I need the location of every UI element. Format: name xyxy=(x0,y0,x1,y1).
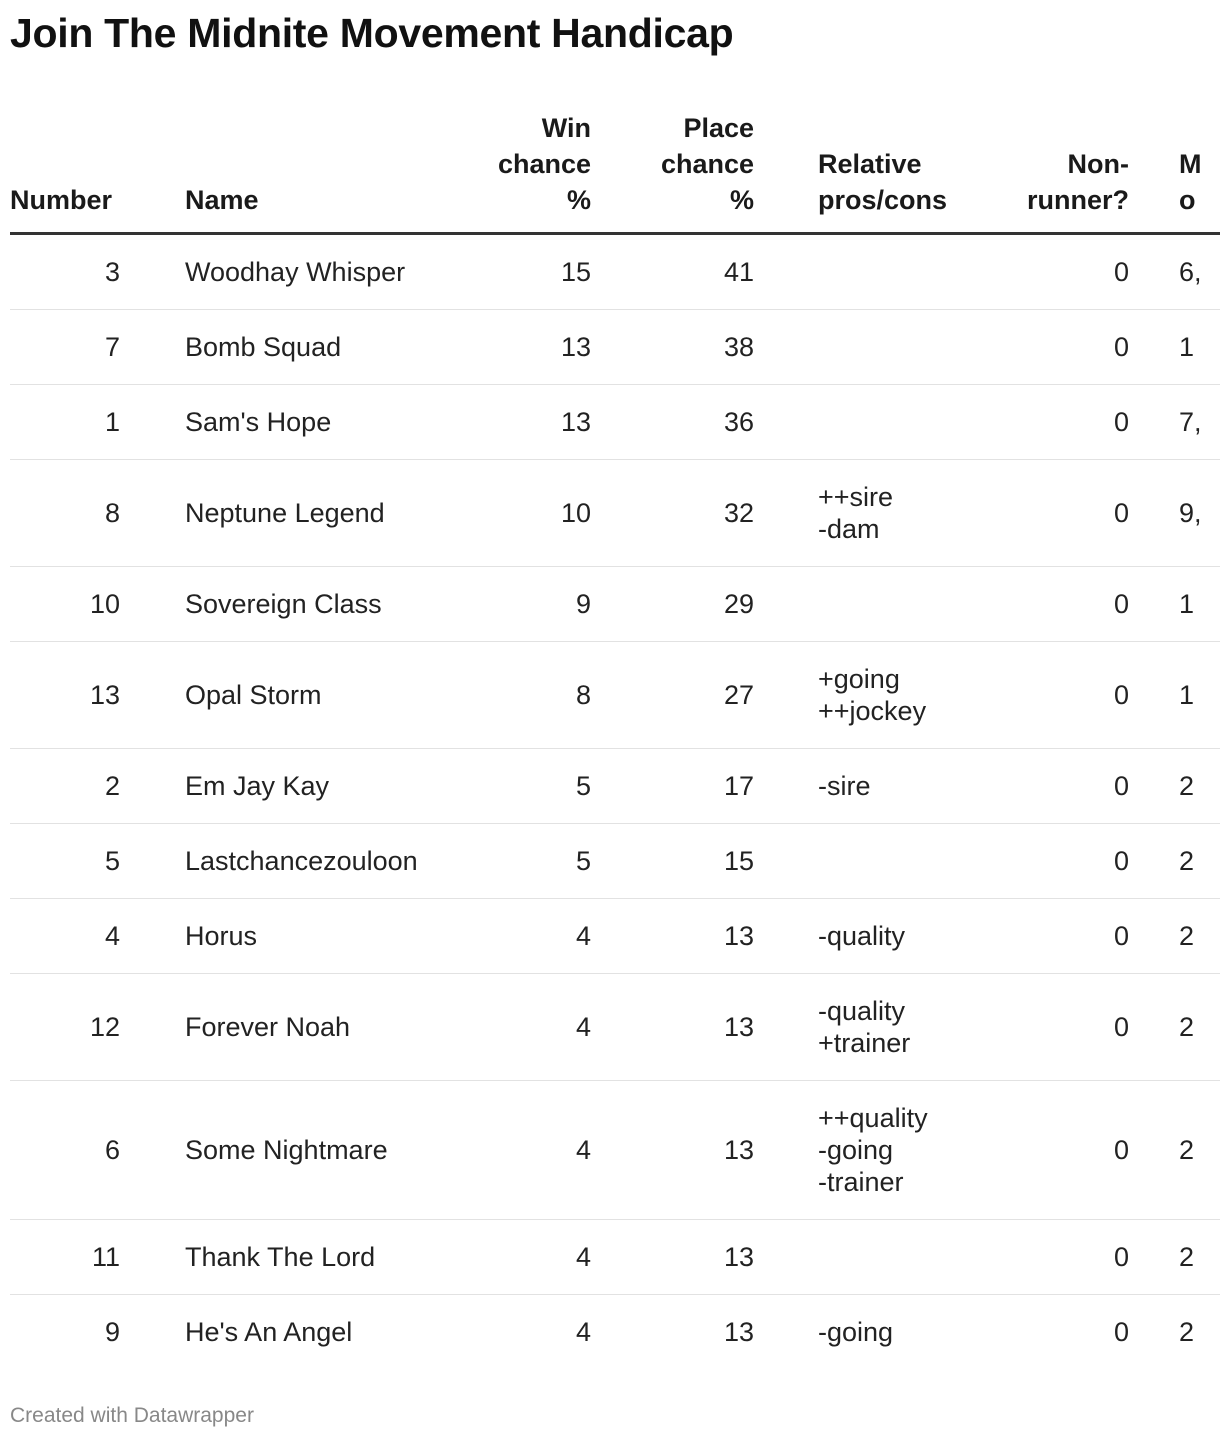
cell-win-chance: 13 xyxy=(431,385,591,460)
data-table xyxy=(10,110,1220,1369)
cell-place-chance: 36 xyxy=(591,385,754,460)
cell-truncated: 1 xyxy=(1129,642,1220,749)
cell-place-chance: 38 xyxy=(591,310,754,385)
cell-win-chance: 4 xyxy=(431,974,591,1081)
cell-win-chance: 10 xyxy=(431,460,591,567)
table-row xyxy=(10,642,1220,749)
cell-name: Bomb Squad xyxy=(185,310,431,385)
table-body xyxy=(10,234,1220,1370)
cell-spacer xyxy=(120,310,185,385)
cell-truncated: 7, xyxy=(1129,385,1220,460)
cell-name: Lastchancezouloon xyxy=(185,824,431,899)
cell-number: 6 xyxy=(10,1081,120,1220)
cell-number: 3 xyxy=(10,234,120,310)
table-row xyxy=(10,1220,1220,1295)
cell-name: Forever Noah xyxy=(185,974,431,1081)
cell-pros-cons xyxy=(754,567,954,642)
header-place-chance[interactable]: Place chance % xyxy=(591,110,754,234)
cell-pros-cons: -sire xyxy=(754,749,954,824)
cell-name: Sovereign Class xyxy=(185,567,431,642)
cell-non-runner: 0 xyxy=(954,899,1129,974)
cell-number: 12 xyxy=(10,974,120,1081)
cell-place-chance: 41 xyxy=(591,234,754,310)
cell-win-chance: 9 xyxy=(431,567,591,642)
cell-name: Opal Storm xyxy=(185,642,431,749)
cell-spacer xyxy=(120,460,185,567)
cell-name: He's An Angel xyxy=(185,1317,353,1347)
cell-spacer xyxy=(120,642,185,749)
header-pros-cons[interactable]: Relative pros/cons xyxy=(754,110,954,234)
footer-credit[interactable]: Created with Datawrapper xyxy=(10,1404,254,1427)
chart-title: Join The Midnite Movement Handicap xyxy=(10,10,734,56)
cell-non-runner: 0 xyxy=(954,567,1129,642)
cell-non-runner: 0 xyxy=(954,310,1129,385)
cell-spacer xyxy=(120,385,185,460)
cell-non-runner: 0 xyxy=(954,385,1129,460)
cell-place-chance: 32 xyxy=(591,460,754,567)
cell-truncated: 1 xyxy=(1129,567,1220,642)
cell-non-runner: 0 xyxy=(954,1220,1129,1295)
cell-non-runner: 0 xyxy=(954,824,1129,899)
cell-win-chance: 4 xyxy=(431,1081,591,1220)
header-row xyxy=(10,110,1220,234)
table-row xyxy=(10,310,1220,385)
cell-number: 5 xyxy=(10,824,120,899)
cell-spacer xyxy=(120,899,185,974)
cell-pros-cons: ++sire -dam xyxy=(754,460,954,567)
cell-place-chance: 13 xyxy=(591,1220,754,1295)
cell-spacer xyxy=(120,1081,185,1220)
cell-name: Neptune Legend xyxy=(185,460,431,567)
cell-spacer xyxy=(120,824,185,899)
table-row xyxy=(10,749,1220,824)
cell-name: Em Jay Kay xyxy=(185,749,431,824)
cell-pros-cons: +going ++jockey xyxy=(754,642,954,749)
cell-truncated: 2 xyxy=(1179,1317,1195,1347)
cell-pros-cons xyxy=(754,234,954,310)
cell-non-runner: 0 xyxy=(954,460,1129,567)
cell-truncated: 2 xyxy=(1129,899,1220,974)
cell-pros-cons: ++quality -going -trainer xyxy=(754,1081,954,1220)
cell-spacer xyxy=(120,234,185,310)
cell-truncated: 9, xyxy=(1129,460,1220,567)
table-row xyxy=(10,899,1220,974)
cell-place-chance: 13 xyxy=(591,1081,754,1220)
cell-truncated: 2 xyxy=(1129,824,1220,899)
cell-non-runner: 0 xyxy=(954,1081,1129,1220)
header-non-runner[interactable]: Non- runner? xyxy=(954,110,1129,234)
cell-spacer xyxy=(120,1295,185,1370)
cell-spacer xyxy=(120,1220,185,1295)
cell-number: 13 xyxy=(10,642,120,749)
cell-win-chance: 15 xyxy=(431,234,591,310)
cell-name: Thank The Lord xyxy=(185,1220,431,1295)
header-number[interactable]: Number xyxy=(10,110,120,234)
cell-non-runner: 0 xyxy=(954,234,1129,310)
cell-number: 11 xyxy=(10,1220,120,1295)
cell-win-chance: 5 xyxy=(431,824,591,899)
table-row xyxy=(10,1081,1220,1220)
cell-non-runner: 0 xyxy=(954,642,1129,749)
cell-win-chance: 8 xyxy=(431,642,591,749)
cell-non-runner: 0 xyxy=(954,974,1129,1081)
cell-truncated: 2 xyxy=(1129,1081,1220,1220)
cell-pros-cons xyxy=(754,310,954,385)
cell-truncated: 2 xyxy=(1129,974,1220,1081)
cell-spacer xyxy=(120,974,185,1081)
cell-name: Some Nightmare xyxy=(185,1081,431,1220)
cell-pros-cons: -quality xyxy=(754,899,954,974)
header-name[interactable]: Name xyxy=(185,110,431,234)
cell-pros-cons xyxy=(754,385,954,460)
cell-non-runner: 0 xyxy=(954,749,1129,824)
cell-name: Woodhay Whisper xyxy=(185,234,431,310)
header-win-chance[interactable]: Win chance % xyxy=(431,110,591,234)
cell-number: 2 xyxy=(10,749,120,824)
table-row xyxy=(10,567,1220,642)
cell-name: Horus xyxy=(185,899,431,974)
cell-pros-cons: -going xyxy=(818,1317,894,1347)
cell-non-runner: 0 xyxy=(1113,1317,1129,1347)
table-row xyxy=(10,234,1220,310)
cell-pros-cons: -quality +trainer xyxy=(754,974,954,1081)
cell-win-chance: 4 xyxy=(575,1317,591,1347)
cell-place-chance: 15 xyxy=(591,824,754,899)
cell-number: 8 xyxy=(10,460,120,567)
cell-place-chance: 13 xyxy=(591,974,754,1081)
cell-truncated: 1 xyxy=(1129,310,1220,385)
cell-number: 1 xyxy=(10,385,120,460)
table-row xyxy=(10,385,1220,460)
cell-win-chance: 4 xyxy=(431,1220,591,1295)
cell-truncated: 2 xyxy=(1129,1220,1220,1295)
cell-place-chance: 17 xyxy=(591,749,754,824)
cell-truncated: 6, xyxy=(1129,234,1220,310)
table-row xyxy=(10,460,1220,567)
header-truncated[interactable]: M o xyxy=(1129,110,1220,234)
cell-place-chance: 13 xyxy=(591,899,754,974)
cell-number: 7 xyxy=(10,310,120,385)
cell-spacer xyxy=(120,567,185,642)
cell-pros-cons xyxy=(754,824,954,899)
cell-pros-cons xyxy=(754,1220,954,1295)
table-row xyxy=(10,974,1220,1081)
cell-number: 10 xyxy=(10,567,120,642)
cell-place-chance: 27 xyxy=(591,642,754,749)
cell-name: Sam's Hope xyxy=(185,385,431,460)
cell-spacer xyxy=(120,749,185,824)
cell-place-chance: 29 xyxy=(591,567,754,642)
cell-win-chance: 4 xyxy=(431,899,591,974)
cell-win-chance: 5 xyxy=(431,749,591,824)
cell-win-chance: 13 xyxy=(431,310,591,385)
cell-place-chance: 13 xyxy=(723,1317,754,1347)
table-row xyxy=(10,824,1220,899)
cell-number: 4 xyxy=(10,899,120,974)
table-row xyxy=(10,1295,1220,1370)
cell-number: 9 xyxy=(104,1317,120,1347)
table-container xyxy=(10,110,1220,1369)
cell-truncated: 2 xyxy=(1129,749,1220,824)
